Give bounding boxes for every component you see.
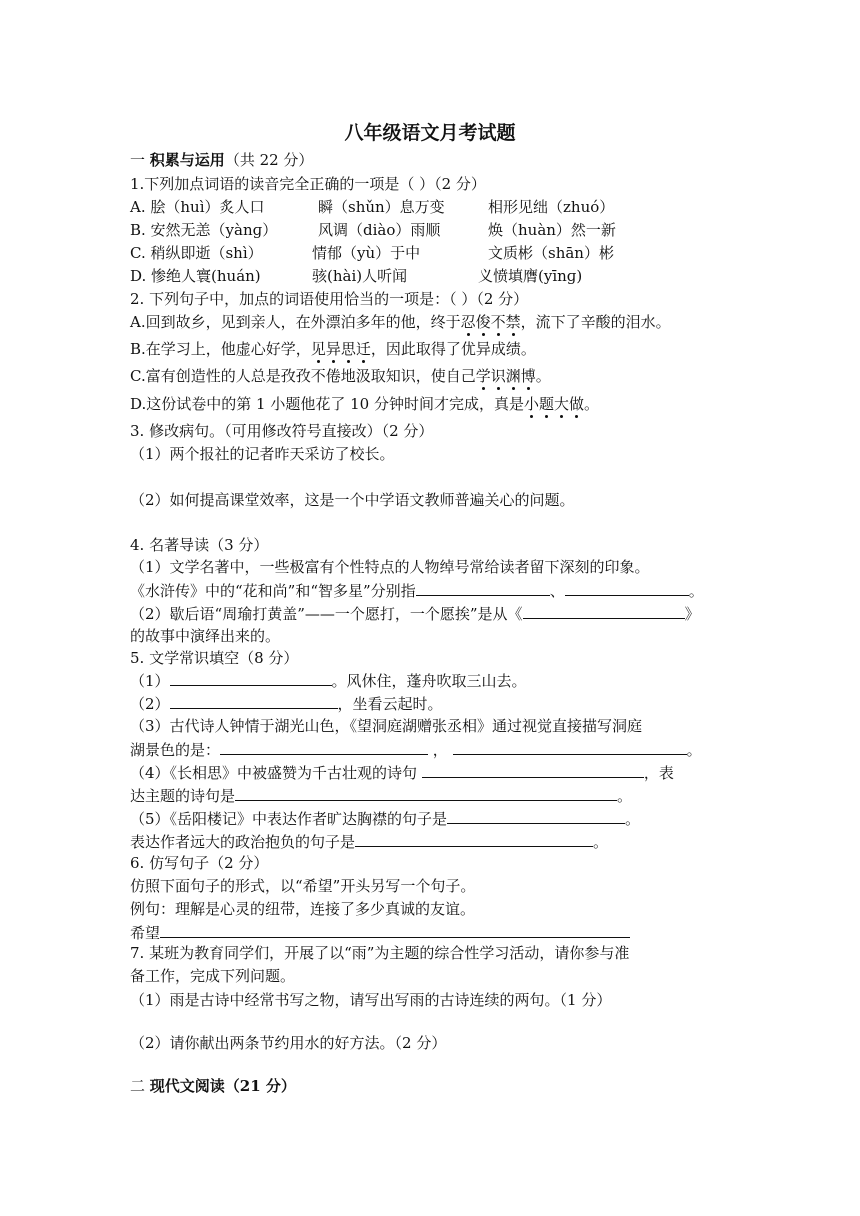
- dotted-char: 不: [490, 313, 506, 331]
- q5-line-1: [130, 670, 527, 691]
- dotted-char: 俊: [475, 313, 491, 331]
- q3-sentence-2: （2）如何提高课堂效率，这是一个中学语文教师普遍关心的问题。: [130, 491, 575, 509]
- dotted-char: 渊: [505, 367, 521, 385]
- q1-a-item3: 相形见绌（zhuó）: [488, 198, 615, 216]
- q1-d-item3: 义愤填膺(yīnɡ): [478, 267, 583, 285]
- q5-line-3: （3）古代诗人钟情于湖光山色，《望洞庭湖赠张丞相》通过视觉直接描写洞庭: [130, 717, 643, 735]
- q2-option-b: [130, 339, 536, 359]
- q2-option-c: [130, 366, 551, 386]
- dotted-char: 异: [325, 340, 341, 358]
- q5-line-2: [130, 693, 443, 714]
- q5-l1-label: （1）: [130, 672, 170, 690]
- q2-d-text: D.这份试卷中的第 1 小题他花了 10 分钟时间才完成，真是: [130, 395, 524, 413]
- dotted-char: 见: [310, 340, 326, 358]
- q3-stem: 3. 修改病句。（可用修改符号直接改）（2 分）: [130, 422, 434, 440]
- q4-line-3-text: （2）歇后语“周瑜打黄盖”——一个愿打，一个愿挨”是从《: [130, 605, 523, 623]
- dotted-char: 忍: [460, 313, 476, 331]
- q1-stem: 1.下列加点词语的读音完全正确的一项是（ ）（2 分）: [130, 175, 486, 193]
- answer-blank[interactable]: [523, 603, 685, 619]
- page-title: 八年级语文月考试题: [344, 122, 516, 144]
- q1-option-b: [130, 220, 730, 240]
- q4-line-4: 的故事中演绎出来的。: [130, 627, 281, 645]
- q1-option-d: [130, 266, 730, 286]
- q6-answer-line: [130, 922, 630, 943]
- q1-b-item1: B. 安然无恙（yànɡ）: [130, 221, 278, 239]
- q2-option-d: [130, 394, 599, 414]
- q5-line-8: [130, 831, 608, 852]
- q2-a-text-end: ，流下了辛酸的泪水。: [520, 313, 671, 331]
- q3-sentence-1: （1）两个报社的记者昨天采访了校长。: [130, 445, 395, 463]
- q6-stem: 6. 仿写句子（2 分）: [130, 854, 269, 872]
- answer-blank[interactable]: [355, 831, 593, 847]
- q4-line-3-end: 》: [684, 605, 700, 623]
- q5-l7-end: 。: [625, 810, 641, 828]
- q5-l7-text: （5）《岳阳楼记》中表达作者旷达胸襟的句子是: [130, 810, 448, 828]
- q5-l5-end: ，表: [643, 764, 674, 782]
- q5-line-5: [130, 762, 674, 783]
- q5-l4-sep: ，: [432, 741, 448, 759]
- section-two-title: 现代文阅读（21 分）: [149, 1077, 296, 1095]
- dotted-char: 小: [523, 395, 539, 413]
- answer-blank[interactable]: [453, 739, 687, 755]
- q2-option-a: [130, 312, 671, 332]
- answer-blank[interactable]: [160, 922, 630, 938]
- section-one-number: 一: [130, 151, 146, 169]
- q5-line-4: [130, 739, 702, 760]
- q1-b-item2: 风调（diào）雨顺: [318, 221, 441, 239]
- q5-line-6: [130, 785, 632, 806]
- dotted-char: 学: [475, 367, 491, 385]
- q4-line-1: （1）文学名著中，一些极富有个性特点的人物绰号常给读者留下深刻的印象。: [130, 558, 650, 576]
- section-two-heading: [130, 1076, 296, 1096]
- q2-c-text: C.富有创造性的人总是孜孜不倦地汲取知识，使自己: [130, 367, 476, 385]
- q2-d-text-end: 。: [584, 395, 600, 413]
- answer-blank[interactable]: [235, 785, 617, 801]
- q5-l2-text: ，坐看云起时。: [337, 695, 443, 713]
- q1-a-item2: 瞬（shǔn）息万变: [318, 198, 445, 216]
- q2-b-text-end: ，因此取得了优异成绩。: [370, 340, 536, 358]
- answer-blank[interactable]: [422, 762, 644, 778]
- answer-blank[interactable]: [565, 580, 689, 596]
- q1-option-a: [130, 197, 730, 217]
- q7-stem-2: 备工作，完成下列问题。: [130, 967, 296, 985]
- q1-d-item1: D. 惨绝人寰(huán): [130, 267, 261, 285]
- dotted-char: 迁: [355, 340, 371, 358]
- q5-l6-end: 。: [617, 787, 633, 805]
- q1-a-item1: A. 脍（huì）炙人口: [130, 198, 265, 216]
- q5-l8-end: 。: [593, 833, 609, 851]
- q5-l1-text: 。风休住，蓬舟吹取三山去。: [331, 672, 527, 690]
- q1-d-item2: 骇(hài)人听闻: [312, 267, 408, 285]
- q2-stem: 2. 下列句子中，加点的词语使用恰当的一项是：（ ）（2 分）: [130, 290, 529, 308]
- q7-part-2: （2）请你献出两条节约用水的好方法。（2 分）: [130, 1034, 447, 1052]
- q1-b-item3: 焕（huàn）然一新: [488, 221, 616, 239]
- q2-b-text: B.在学习上，他虚心好学，: [130, 340, 311, 358]
- q1-option-c: [130, 243, 730, 263]
- q4-line-2: [130, 580, 704, 601]
- q5-l8-text: 表达作者远大的政治抱负的句子是: [130, 833, 356, 851]
- dotted-char: 博: [520, 367, 536, 385]
- q5-l4-end: 。: [686, 741, 702, 759]
- section-one-score: （共 22 分）: [224, 151, 314, 169]
- q2-a-text: A.回到故乡，见到亲人，在外漂泊多年的他，终于: [130, 313, 461, 331]
- q1-c-item2: 情郁（yù）于中: [312, 244, 421, 262]
- q1-c-item3: 文质彬（shān）彬: [488, 244, 614, 262]
- q1-c-item1: C. 稍纵即逝（shì）: [130, 244, 263, 262]
- q4-line-3: [130, 603, 700, 624]
- dotted-char: 大: [554, 395, 570, 413]
- q4-stem: 4. 名著导读（3 分）: [130, 536, 269, 554]
- q5-stem: 5. 文学常识填空（8 分）: [130, 649, 299, 667]
- answer-blank[interactable]: [170, 693, 338, 709]
- answer-blank[interactable]: [447, 808, 625, 824]
- dotted-char: 识: [490, 367, 506, 385]
- q5-l6-text: 达主题的诗句是: [130, 787, 236, 805]
- q6-answer-prefix: 希望: [130, 924, 161, 942]
- q6-example: 例句：理解是心灵的纽带，连接了多少真诚的友谊。: [130, 900, 476, 918]
- q2-c-text-end: 。: [535, 367, 551, 385]
- q5-l4-text: 湖景色的是：: [130, 741, 221, 759]
- dotted-char: 思: [340, 340, 356, 358]
- dotted-char: 禁: [505, 313, 521, 331]
- q5-l2-label: （2）: [130, 695, 170, 713]
- q5-l5-text: （4）《长相思》中被盛赞为千古壮观的诗句: [130, 764, 418, 782]
- q4-sep: 、: [549, 582, 565, 600]
- q6-line-1: 仿照下面句子的形式，以“希望”开头另写一个句子。: [130, 877, 476, 895]
- q7-stem-1: 7. 某班为教育同学们，开展了以“雨”为主题的综合性学习活动，请你参与准: [130, 944, 630, 962]
- section-one-title: 积累与运用: [149, 151, 225, 169]
- q4-line-2-text: 《水浒传》中的“花和尚”和“智多星”分别指: [130, 582, 416, 600]
- answer-blank[interactable]: [170, 670, 332, 686]
- answer-blank[interactable]: [416, 580, 550, 596]
- q5-line-7: [130, 808, 640, 829]
- section-one-heading: [130, 150, 313, 170]
- dotted-char: 做: [569, 395, 585, 413]
- q4-end: 。: [688, 582, 704, 600]
- q7-part-1: （1）雨是古诗中经常书写之物，请写出写雨的古诗连续的两句。（1 分）: [130, 991, 612, 1009]
- dotted-char: 题: [538, 395, 554, 413]
- section-two-number: 二: [130, 1077, 146, 1095]
- answer-blank[interactable]: [220, 739, 428, 755]
